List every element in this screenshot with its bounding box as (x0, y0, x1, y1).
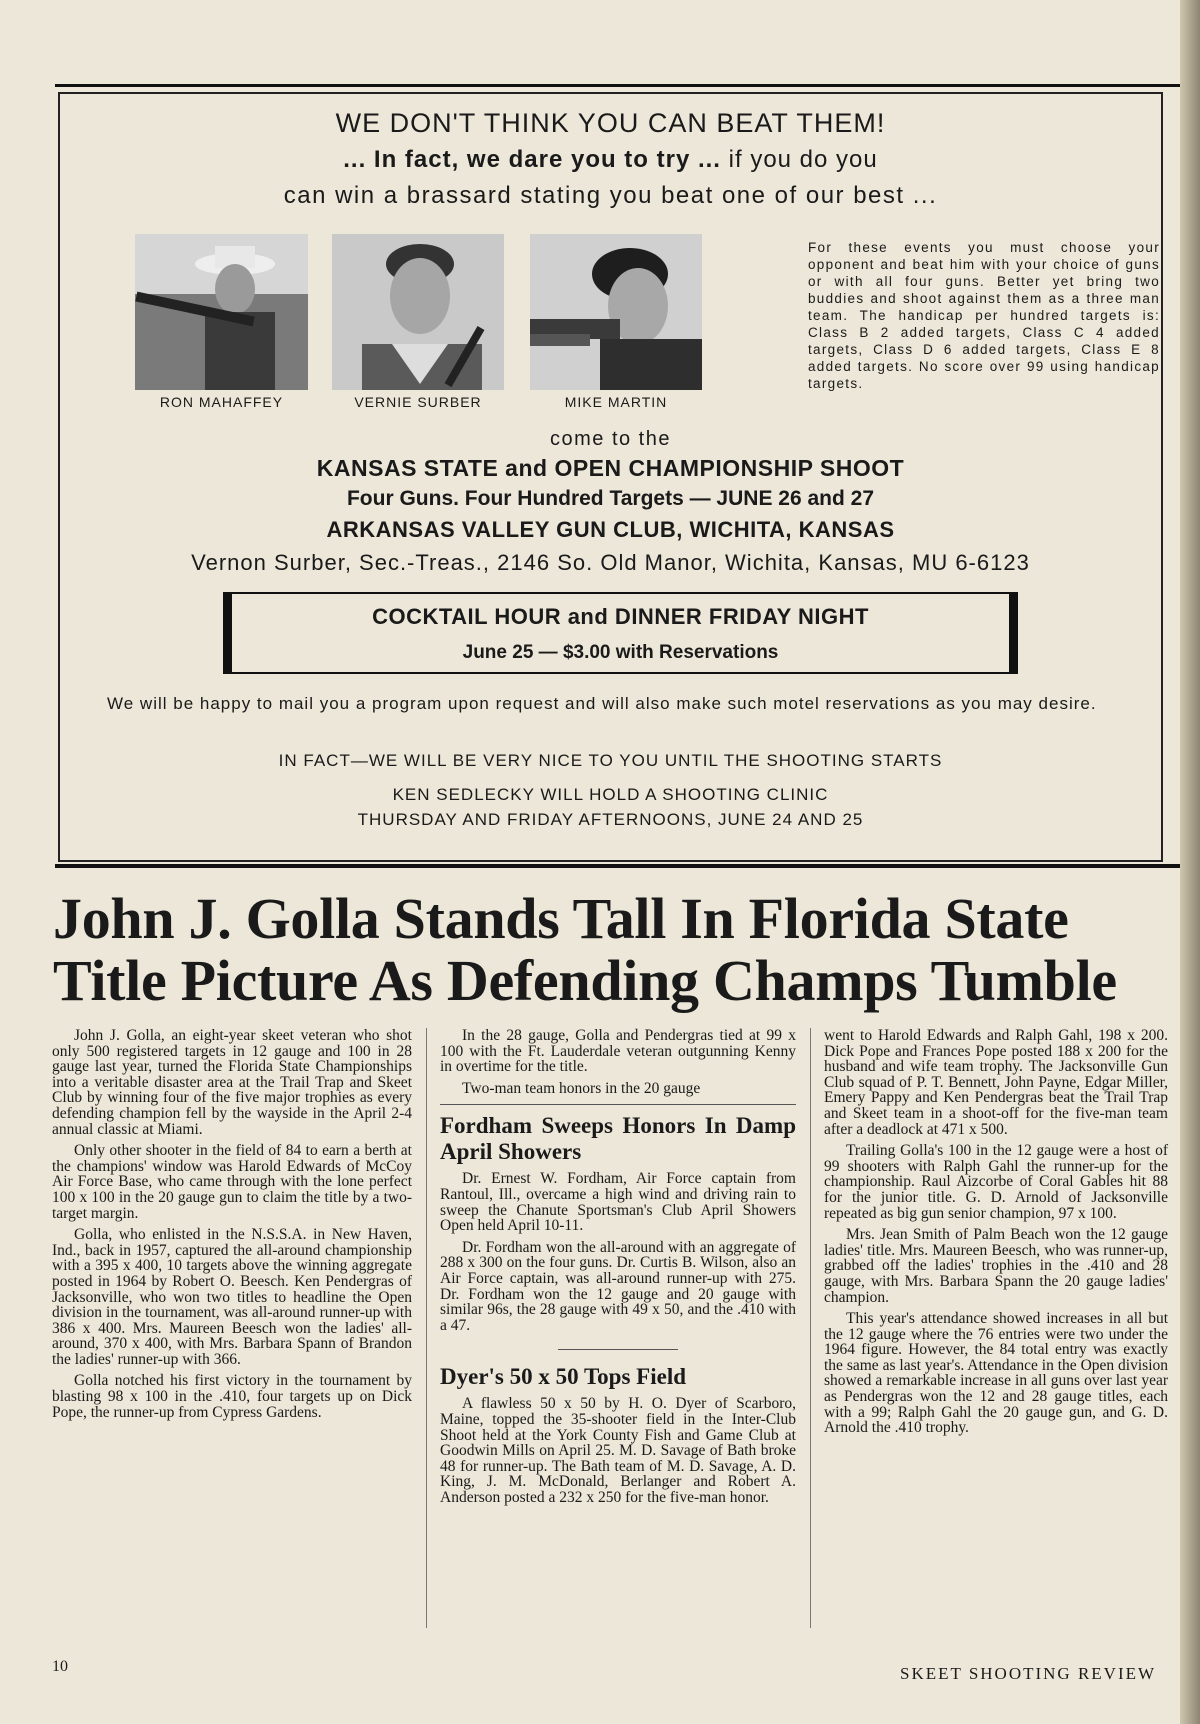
cocktail-title: COCKTAIL HOUR and DINNER FRIDAY NIGHT (372, 604, 869, 629)
article-column-1 (52, 1028, 412, 1420)
paragraph: A flawless 50 x 50 by H. O. Dyer of Scarboro, Maine, topped the 35-shooter field in the Inter-Club Shoot held at the York County Fish and Game Club at Goodwin Mills on April 25. M. D. Savage of Bath broke 48 for runner-up. The Bath team of M. D. Savage, A. D. King, J. M. McDonald, Berlanger and Robert A. Anderson posted a 232 x 250 for the five-man honor. (440, 1395, 796, 1506)
ad-clinic-line-2: THURSDAY AND FRIDAY AFTERNOONS, JUNE 24 AND 25 (357, 810, 864, 829)
ad-bottom-rule (55, 864, 1180, 868)
ad-mail-note: We will be happy to mail you a program upon request and will also make such motel reservations as you may desire. (107, 694, 1097, 713)
paragraph: Trailing Golla's 100 in the 12 gauge were a host of 99 shooters with Ralph Gahl the runner-up for the championship. Raul Aizcorbe of Coral Gables hit 88 for the junior title. G. D. Arnold of Jacksonville repeated as big gun senior champion, 97 x 100. (824, 1142, 1168, 1222)
page-edge (1180, 0, 1200, 1724)
paragraph: Only other shooter in the field of 84 to earn a berth at the champions' window was Harold Edwards of McCoy Air Force Base, who came through with the lone perfect 100 x 100 in the 20 gauge gun to claim the title by a two-target margin. (52, 1142, 412, 1222)
ad-dare-line (60, 146, 1161, 174)
photo-vernie-surber (332, 234, 504, 390)
magazine-name: SKEET SHOOTING REVIEW (900, 1664, 1157, 1683)
ad-top-rule (55, 84, 1180, 87)
caption-3: MIKE MARTIN (564, 394, 668, 410)
headline-line-2: Title Picture As Defending Champs Tumble (53, 948, 1117, 1013)
ad-brassard-line: can win a brassard stating you beat one of our best ... (283, 182, 938, 209)
paragraph: Mrs. Jean Smith of Palm Beach won the 12 gauge ladies' title. Mrs. Maureen Beesch, who was runner-up, grabbed off the ladies' trophies in the .410 and 28 gauge, with Mrs. Barbara Spann the 20 gauge ladies' champion. (824, 1226, 1168, 1306)
paragraph: This year's attendance showed increases in all but the 12 gauge where the 76 entries were two under the 1964 figure. However, the 84 total entry was exactly the same as last year's. Attendance in the Open division showed a remarkable increase in all guns over last year as Pendergras won the 12 and 28 gauge titles, each with a 99; Ralph Gahl the 20 gauge gun, and G. D. Arnold the .410 trophy. (824, 1310, 1168, 1437)
article-column-2 (440, 1028, 796, 1505)
divider-short (558, 1349, 678, 1350)
ad-rules-text: For these events you must choose your opponent and beat him with your choice of guns or with all four guns. Better yet bring two buddies and shoot against them as a three man team. The handicap per hundred targets is: Class B 2 added targets, Class C 4 added targets, Class D 6 added targets, Class E 8 added targets. No score over 99 using handicap targets. (808, 240, 1160, 391)
ad-clinic-line-1: KEN SEDLECKY WILL HOLD A SHOOTING CLINIC (392, 785, 829, 804)
subhead-fordham: Fordham Sweeps Honors In Damp April Showers (440, 1113, 796, 1165)
photo-mike-martin (530, 234, 702, 390)
paragraph: Golla, who enlisted in the N.S.S.A. in New Haven, Ind., back in 1957, captured the all-around championship with a 395 x 400, 10 targets above the winning aggregate posted in 1964 by Robert O. Beesch. Ken Pendergras of Jacksonville, who won two titles to headline the Open division in the tournament, was all-around runner-up with 386 x 400. Mrs. Maureen Beesch won the ladies' all-around, 370 x 400, with Mrs. Barbara Spann of Brandon the ladies' runner-up with 366. (52, 1226, 412, 1368)
column-rule (426, 1028, 427, 1628)
page-number: 10 (52, 1658, 68, 1675)
advertisement-box (58, 92, 1163, 862)
paragraph: Dr. Fordham won the all-around with an aggregate of 288 x 300 on the four guns. Dr. Curtis B. Wilson, also an Air Force captain, was all-around runner-up with 275. Dr. Fordham won the 12 gauge and 20 gauge with similar 96s, the 28 gauge with 49 x 50, and the .410 with a 47. (440, 1238, 796, 1334)
ad-dare-bold: ... In fact, we dare you to try ... (343, 146, 721, 173)
ad-contact-address: Vernon Surber, Sec.-Treas., 2146 So. Old Manor, Wichita, Kansas, MU 6-6123 (191, 550, 1030, 575)
column-rule (810, 1028, 811, 1628)
article-headline (53, 888, 1183, 1012)
photo-ron-mahaffey (135, 234, 308, 390)
ad-event-dates: Four Guns. Four Hundred Targets — JUNE 26 and 27 (346, 487, 875, 510)
subhead-dyer: Dyer's 50 x 50 Tops Field (440, 1364, 687, 1390)
paragraph: John J. Golla, an eight-year skeet veteran who shot only 500 registered targets in 12 gauge and 100 in 28 gauge last year, turned the Florida State Championships into a veritable disaster area at the Trail Trap and Skeet Club by winning four of the five major trophies as every defending champion fell by the wayside in the April 2-4 annual classic at Miami. (52, 1027, 412, 1138)
paragraph: went to Harold Edwards and Ralph Gahl, 198 x 200. Dick Pope and Frances Pope posted 188 x 200 for the husband and wife team trophy. The Jacksonville Gun Club squad of P. T. Bennett, John Payne, Edgar Miller, Emery Pappy and Ken Pendergras beat the Trail Trap and Skeet team in a shoot-off for the five-man team after a deadlock at 471 x 500. (824, 1027, 1168, 1138)
article-column-3 (824, 1028, 1168, 1436)
ad-dare-rest: if you do you (720, 146, 878, 173)
ad-come-to: come to the (549, 428, 671, 450)
paragraph: Dr. Ernest W. Fordham, Air Force captain from Rantoul, Ill., overcame a high wind and driving rain to sweep the Chanute Sportsman's Club April Showers Open held April 10-11. (440, 1170, 796, 1235)
ad-event-title: KANSAS STATE and OPEN CHAMPIONSHIP SHOOT (316, 455, 905, 481)
paragraph: Golla notched his first victory in the tournament by blasting 98 x 100 in the .410, four targets up on Dick Pope, the runner-up from Cypress Gardens. (52, 1372, 412, 1421)
ad-headline: WE DON'T THINK YOU CAN BEAT THEM! (335, 108, 886, 138)
headline-line-1: John J. Golla Stands Tall In Florida State (53, 886, 1069, 951)
ad-event-venue: ARKANSAS VALLEY GUN CLUB, WICHITA, KANSAS (326, 517, 895, 542)
divider (440, 1104, 796, 1105)
cocktail-price: June 25 — $3.00 with Reservations (462, 642, 779, 663)
paragraph: In the 28 gauge, Golla and Pendergras tied at 99 x 100 with the Ft. Lauderdale veteran outgunning Kenny in overtime for the title. (440, 1027, 796, 1076)
paragraph: Two-man team honors in the 20 gauge (462, 1079, 701, 1097)
cocktail-box (223, 592, 1018, 674)
caption-1: RON MAHAFFEY (159, 394, 284, 410)
ad-in-fact-line: IN FACT—WE WILL BE VERY NICE TO YOU UNTIL THE SHOOTING STARTS (278, 751, 943, 770)
caption-2: VERNIE SURBER (354, 394, 482, 410)
